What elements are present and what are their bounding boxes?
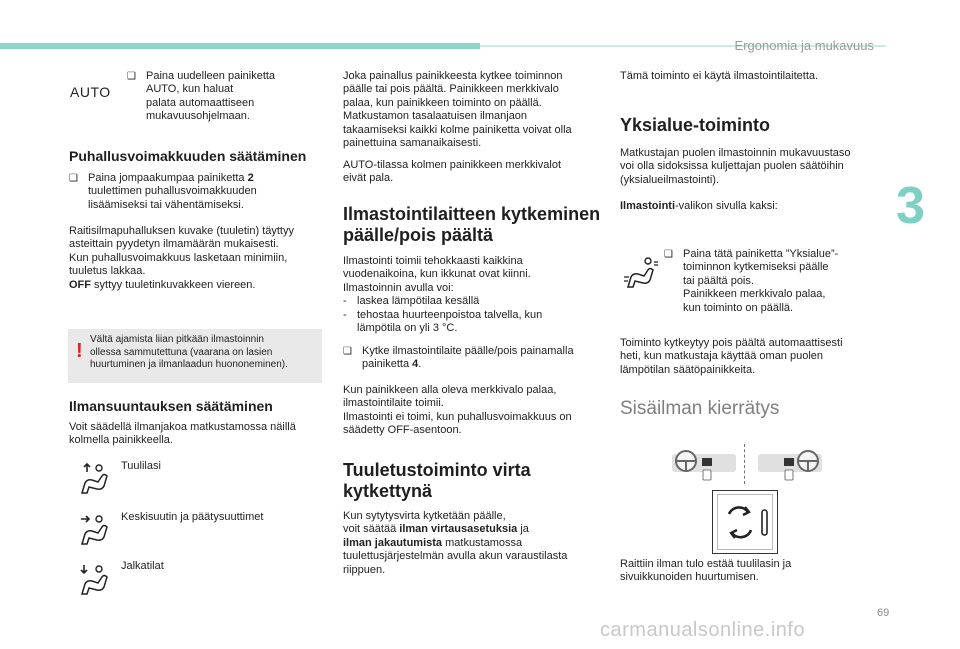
- page-number: 69: [877, 607, 890, 619]
- dir-item-face: Keskisuutin ja päätysuuttimet: [121, 511, 264, 523]
- panel-illustration: [668, 444, 828, 486]
- mono-paragraph-2: [620, 337, 882, 377]
- toggle-paragraph: [343, 70, 603, 150]
- auto-bullet-line: mukavuusohjelmaan.: [146, 110, 250, 123]
- direction-paragraph: [69, 421, 331, 448]
- warning-line: ollessa sammutettuna (vaarana on lasien: [90, 346, 273, 358]
- mono-paragraph-2-line: heti, kun matkustaja käyttää oman puolen: [620, 350, 824, 363]
- fan-paragraph-line: Kun puhallusvoimakkuus lasketaan minimiin,: [69, 251, 288, 264]
- recirc-heading: Sisäilman kierrätys: [620, 398, 780, 419]
- flow-bold: ilman jakautumista: [343, 536, 443, 549]
- mono-paragraph: [620, 147, 882, 187]
- ac-list-item: - tehostaa huurteenpoistoa talvella, kun: [343, 308, 543, 321]
- mono-bullet-line: Paina tätä painiketta ”Yksialue”-: [683, 248, 839, 260]
- mono-paragraph-2-line: Toiminto kytkeytyy pois päältä automaattisesti: [620, 337, 843, 349]
- chapter-number: 3: [896, 177, 925, 235]
- ac-bullet-line: Kytke ilmastointilaite päälle/pois painamalla: [362, 345, 574, 357]
- ac-list-text: laskea lämpötilaa kesällä: [357, 295, 480, 308]
- ac-paragraph-2-line: säädetty OFF-asentoon.: [343, 424, 462, 437]
- toggle-paragraph-line: takaamiseksi kaikki kolme painiketta voivat olla: [343, 123, 572, 136]
- bullet-marker: ❑: [127, 71, 136, 82]
- mono-bullet: [664, 248, 884, 315]
- off-text: syttyy tuuletinkuvakkeen viereen.: [91, 278, 256, 291]
- recirc-paragraph-line: sivuikkunoiden huurtumisen.: [620, 571, 759, 584]
- fan-paragraph-line: tuuletus lakkaa.: [69, 265, 146, 278]
- flow-paragraph: [343, 510, 605, 577]
- ac-list-item: - laskea lämpötilaa kesällä: [343, 295, 480, 308]
- auto-mode-line: AUTO-tilassa kolmen painikkeen merkkivalot: [343, 159, 562, 171]
- ac-paragraph-line: Ilmastoinnin avulla voi:: [343, 281, 454, 294]
- section-title: Ergonomia ja mukavuus: [734, 38, 874, 53]
- flow-heading-line: kytkettynä: [343, 481, 433, 501]
- fan-bullet-line: tuulettimen puhallusvoimakkuuden: [88, 185, 257, 198]
- recirculation-icon: [720, 503, 772, 543]
- auto-bullet: [127, 70, 317, 124]
- direction-paragraph-line: Voit säädellä ilmanjakoa matkustamossa näillä: [69, 421, 296, 433]
- mono-paragraph-line: voi olla sidoksissa kuljettajan puolen säätöihin: [620, 160, 844, 173]
- toggle-paragraph-line: palaa, kun painikkeen toiminto on päällä.: [343, 96, 542, 109]
- direction-paragraph-line: kolmella painikkeella.: [69, 434, 173, 447]
- dir-item-windscreen: Tuulilasi: [121, 460, 161, 472]
- toggle-paragraph-line: Matkustamon tasalaatuisen ilmanjaon: [343, 110, 528, 123]
- fan-paragraph-line: asteittain pyydetyn ilmamäärän mukaisesti.: [69, 238, 279, 251]
- fan-heading: Puhallusvoimakkuuden säätäminen: [69, 148, 307, 164]
- direction-heading: Ilmansuuntauksen säätäminen: [69, 398, 273, 414]
- warning-text: [90, 334, 320, 372]
- menu-rest: -valikon sivulla kaksi:: [675, 200, 778, 212]
- flow-text: ja: [517, 523, 529, 536]
- flow-heading-line: Tuuletustoiminto virta: [343, 460, 531, 480]
- auto-bullet-line: Paina uudelleen painiketta: [146, 70, 276, 82]
- flow-text: voit säätää: [343, 523, 400, 536]
- fan-paragraph-line: Raitisilmapuhalluksen kuvake (tuuletin) täyttyy: [69, 225, 294, 237]
- footwell-vent-icon: [78, 563, 112, 597]
- menu-text: [620, 200, 778, 213]
- windscreen-vent-icon: [78, 462, 112, 496]
- toggle-paragraph-line: päälle tai pois päältä. Painikkeen merkkivalo: [343, 83, 559, 96]
- recirc-paragraph-line: Raittiin ilman tulo estää tuulilasin ja: [620, 558, 792, 570]
- flow-paragraph-line: riippuen.: [343, 563, 386, 576]
- flow-text: matkustamossa: [442, 536, 523, 549]
- mono-paragraph-2-line: lämpötilan säätöpainikkeita.: [620, 363, 756, 376]
- panel-divider: [744, 444, 745, 484]
- warning-icon: !: [76, 340, 83, 362]
- recirc-paragraph: [620, 558, 882, 585]
- mono-paragraph-line: (yksialueilmastointi).: [620, 173, 720, 186]
- bullet-marker: ❑: [664, 249, 673, 260]
- fan-bullet: [69, 172, 329, 212]
- dir-item-footwell: Jalkatilat: [121, 560, 164, 572]
- auto-bullet-line: palata automaattiseen: [146, 96, 255, 109]
- ac-button-number: 4: [412, 358, 419, 371]
- mono-bullet-line: kun toiminto on päällä.: [683, 301, 794, 314]
- flow-bold: ilman virtausasetuksia: [399, 523, 518, 536]
- ac-heading-line: Ilmastointilaitteen kytkeminen: [343, 204, 601, 224]
- face-vent-icon: [78, 513, 112, 547]
- header-accent-bar: [0, 43, 480, 49]
- auto-icon: AUTO: [70, 84, 111, 100]
- mono-zone-seat-icon: [622, 256, 662, 290]
- auto-bullet-line: AUTO, kun haluat: [146, 83, 234, 96]
- bullet-marker: ❑: [343, 346, 352, 357]
- mono-bullet-line: Painikkeen merkkivalo palaa,: [683, 288, 826, 301]
- auto-mode-line: eivät pala.: [343, 172, 394, 185]
- ac-heading: [343, 204, 600, 246]
- ac-paragraph-2-line: Ilmastointi ei toimi, kun puhallusvoimakkuus on: [343, 410, 572, 423]
- ac-list-text: tehostaa huurteenpoistoa talvella, kun: [357, 308, 543, 321]
- ac-heading-line: päälle/pois päältä: [343, 225, 494, 245]
- ac-paragraph-line: vuodenaikoina, kun ikkunat ovat kiinni.: [343, 268, 531, 281]
- mono-heading: Yksialue-toiminto: [620, 115, 771, 135]
- ac-paragraph: [343, 255, 603, 335]
- flow-paragraph-line: tuulettusjärjestelmän avulla akun varaustilasta: [343, 550, 568, 563]
- ac-list-text: lämpötila on yli 3 °C.: [357, 322, 458, 335]
- mono-bullet-line: tai päältä pois.: [683, 274, 754, 287]
- ac-bullet-period: .: [418, 358, 422, 371]
- intro-text: Tämä toiminto ei käytä ilmastointilaitetta.: [620, 70, 819, 82]
- fan-paragraph: [69, 225, 331, 292]
- ac-paragraph-line: Ilmastointi toimii tehokkaasti kaikkina: [343, 255, 523, 267]
- fan-bullet-line: lisäämiseksi tai vähentämiseksi.: [88, 198, 244, 211]
- fan-button-number: 2: [247, 172, 254, 184]
- flow-heading: [343, 460, 531, 502]
- ac-paragraph-2: [343, 384, 605, 438]
- toggle-paragraph-line: painettuina samanaikaisesti.: [343, 137, 482, 150]
- off-label: OFF: [69, 278, 91, 291]
- mono-bullet-line: toiminnon kytkemiseksi päälle: [683, 261, 829, 274]
- flow-paragraph-line: Kun sytytysvirta kytketään päälle,: [343, 510, 506, 522]
- warning-line: huurtuminen ja ilmanlaadun huononeminen).: [90, 359, 288, 371]
- toggle-paragraph-line: Joka painallus painikkeesta kytkee toiminnon: [343, 70, 563, 82]
- mono-paragraph-line: Matkustajan puolen ilmastoinnin mukavuustaso: [620, 147, 851, 159]
- fan-bullet-text: Paina jompaakumpaa painiketta: [88, 172, 248, 184]
- ac-bullet-text: painiketta: [362, 358, 413, 371]
- ac-paragraph-2-line: Kun painikkeen alla oleva merkkivalo palaa,: [343, 384, 557, 396]
- menu-bold: Ilmastointi: [620, 200, 676, 212]
- watermark: carmanualsonline.info: [600, 619, 806, 641]
- ac-bullet: [343, 345, 605, 372]
- warning-line: Vältä ajamista liian pitkään ilmastoinnin: [90, 334, 264, 345]
- bullet-marker: ❑: [69, 173, 78, 184]
- ac-paragraph-2-line: ilmastointilaite toimii.: [343, 397, 444, 410]
- auto-mode-paragraph: [343, 159, 603, 186]
